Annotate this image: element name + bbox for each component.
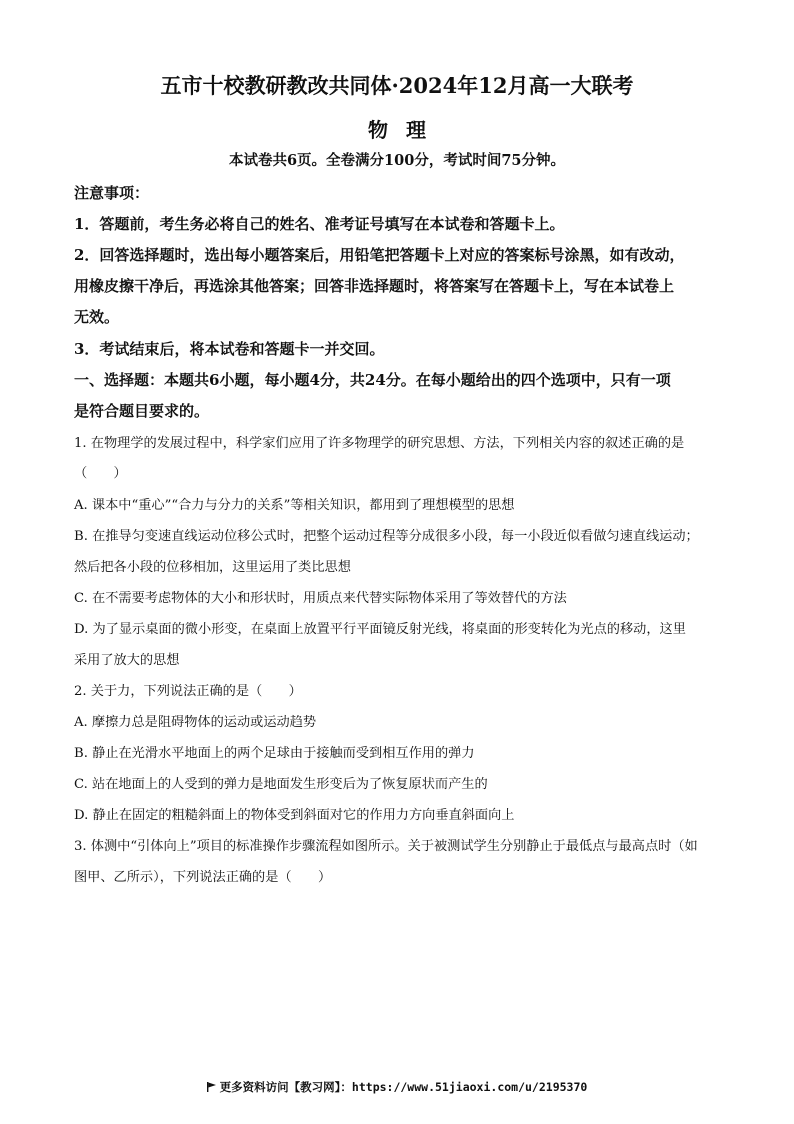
question-line: 采用了放大的思想: [74, 653, 180, 668]
question-line: A. 摩擦力总是阻碍物体的运动或运动趋势: [74, 715, 317, 730]
section-heading: 是符合题目要求的。: [74, 402, 210, 420]
note-line: 用橡皮擦干净后，再选涂其他答案；回答非选择题时，将答案写在答题卡上，写在本试卷上: [74, 277, 675, 295]
question-line: 然后把各小段的位移相加，这里运用了类比思想: [74, 560, 351, 575]
question-line: 1. 在物理学的发展过程中，科学家们应用了许多物理学的研究思想、方法，下列相关内容的叙述正确的是: [74, 436, 685, 451]
question-line: 图甲、乙所示），下列说法正确的是（ ）: [74, 870, 332, 885]
question-line: 2. 关于力，下列说法正确的是（ ）: [74, 684, 302, 699]
question-line: D. 为了显示桌面的微小形变，在桌面上放置平行平面镜反射光线，将桌面的形变转化为光点的移动，这里: [74, 622, 686, 637]
exam-info: 本试卷共6页。全卷满分100分，考试时间75分钟。: [228, 152, 566, 169]
note-line: 1．答题前，考生务必将自己的姓名、准考证号填写在本试卷和答题卡上。: [74, 215, 565, 233]
footer-link[interactable]: [0, 1079, 794, 1095]
notes-heading: 注意事项：: [74, 184, 150, 202]
question-line: C. 站在地面上的人受到的弹力是地面发生形变后为了恢复原状而产生的: [74, 777, 488, 792]
question-line: D. 静止在固定的粗糙斜面上的物体受到斜面对它的作用力方向垂直斜面向上: [74, 808, 515, 823]
question-line: （ ）: [74, 466, 127, 481]
note-line: 3．考试结束后，将本试卷和答题卡一并交回。: [74, 340, 385, 358]
question-line: B. 在推导匀变速直线运动位移公式时，把整个运动过程等分成很多小段，每一小段近似看做匀速直线运动；: [74, 529, 699, 544]
question-line: A. 课本中“重心”“合力与分力的关系”等相关知识，都用到了理想模型的思想: [74, 498, 515, 513]
flag-icon: [207, 1081, 216, 1091]
subject-title: 物理: [368, 118, 444, 142]
question-line: 3. 体测中“引体向上”项目的标准操作步骤流程如图所示。关于被测试学生分别静止于最低点与最高点时（如: [74, 839, 698, 854]
exam-title: 五市十校教研教改共同体·2024年12月高一大联考: [160, 73, 634, 98]
section-heading: 一、选择题：本题共6小题，每小题4分，共24分。在每小题给出的四个选项中，只有一项: [74, 371, 671, 389]
note-line: 2．回答选择题时，选出每小题答案后，用铅笔把答题卡上对应的答案标号涂黑，如有改动，: [74, 246, 685, 264]
note-line: 无效。: [74, 308, 120, 326]
footer-text: 更多资料访问【教习网】：https://www.51jiaoxi.com/u/2195370: [219, 1080, 588, 1094]
question-line: C. 在不需要考虑物体的大小和形状时，用质点来代替实际物体采用了等效替代的方法: [74, 591, 567, 606]
question-line: B. 静止在光滑水平地面上的两个足球由于接触而受到相互作用的弹力: [74, 746, 475, 761]
